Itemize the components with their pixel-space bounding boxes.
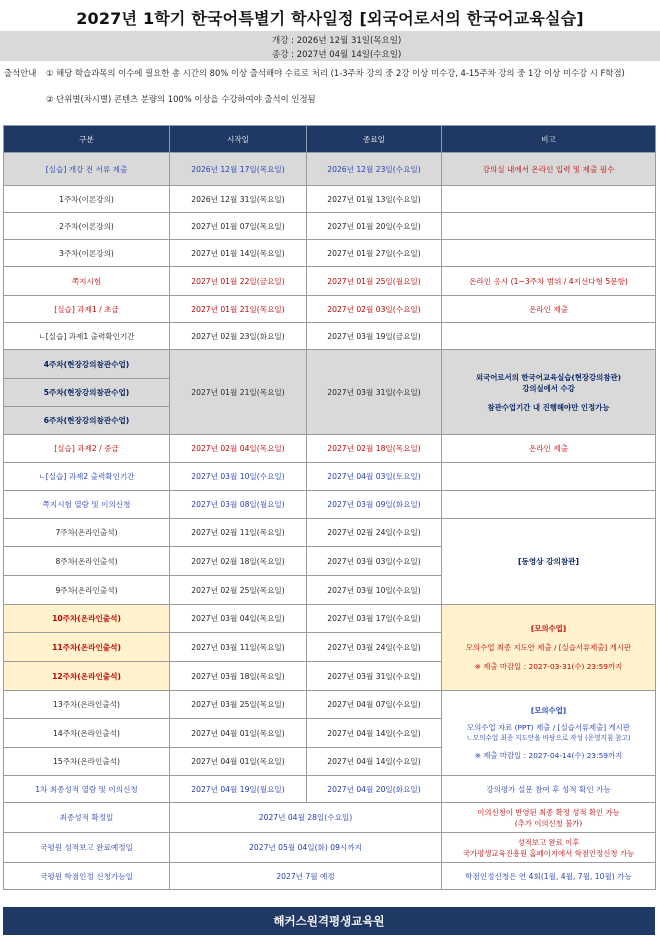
- row-note: 학점인정신청은 연 4회(1월, 4월, 7월, 10월) 가능: [442, 863, 656, 890]
- row-label: 쪽지시험: [4, 267, 170, 296]
- note-line: 이의신청이 반영된 최종 확정 성적 확인 가능: [477, 807, 620, 817]
- row-label: 국평원 성적보고 완료예정일: [4, 833, 170, 863]
- table-row: [4, 833, 656, 863]
- row-label: 14주차(온라인출석): [4, 719, 170, 748]
- row-label: 2주차(이론강의): [4, 213, 170, 240]
- note-line: 국가평생교육진흥원 홈페이지에서 학점인정신청 가능: [462, 848, 635, 858]
- row-label: 15주차(온라인출석): [4, 748, 170, 776]
- row-label: ㄴ[실습] 과제1 출력확인기간: [4, 323, 170, 350]
- row-end: 2027년 03월 10일(수요일): [307, 576, 442, 605]
- row-date-span: 2027년 7월 예정: [170, 863, 442, 890]
- header-end: 종료일: [307, 126, 442, 153]
- row-end: 2027년 03월 19일(금요일): [307, 323, 442, 350]
- row-date-span: 2027년 04월 28일(수요일): [170, 803, 442, 833]
- table-row: [4, 296, 656, 323]
- notice-label: 출석안내: [4, 68, 37, 78]
- row-label: 12주차(온라인출석): [4, 662, 170, 691]
- header-start: 시작일: [170, 126, 307, 153]
- row-end: 2027년 01월 25일(월요일): [307, 267, 442, 296]
- row-start: 2027년 03월 08일(월요일): [170, 491, 307, 519]
- row-label: 1주차(이론강의): [4, 186, 170, 213]
- notice-line-1: ① 해당 학습과목의 이수에 필요한 총 시간의 80% 이상 출석해야 수료로 처리 (1-3주차 강의 중 2강 이상 미수강, 4-15주차 강의 중 1강 이상 미수강 시 F학점): [46, 68, 625, 78]
- row-note: [442, 323, 656, 350]
- footer-banner: 해커스원격평생교육원: [3, 907, 655, 935]
- row-end: 2027년 03월 31일(수요일): [307, 350, 442, 435]
- close-date: 종강 : 2027년 04월 14일(수요일): [272, 50, 402, 60]
- row-note: [442, 491, 656, 519]
- row-start: 2027년 03월 10일(수요일): [170, 463, 307, 491]
- row-start: 2027년 02월 18일(목요일): [170, 547, 307, 576]
- row-label: 11주차(온라인출석): [4, 633, 170, 662]
- table-row: [4, 463, 656, 491]
- row-label: 3주차(이론강의): [4, 240, 170, 267]
- row-start: 2027년 02월 11일(목요일): [170, 519, 307, 547]
- row-label: 4주차(현장강의참관수업): [4, 350, 170, 379]
- table-row: [4, 691, 656, 719]
- row-note: [442, 186, 656, 213]
- note-line: [모의수업]: [530, 706, 567, 715]
- row-end: 2027년 02월 03일(수요일): [307, 296, 442, 323]
- note-line: 외국어로서의 한국어교육실습(현장강의참관): [476, 372, 621, 382]
- row-start: 2027년 01월 07일(목요일): [170, 213, 307, 240]
- semester-dates: [0, 31, 660, 61]
- note-line: 강의실에서 수강: [522, 383, 575, 393]
- row-end: 2027년 04월 14일(수요일): [307, 719, 442, 748]
- row-end: 2027년 03월 24일(수요일): [307, 633, 442, 662]
- row-start: 2027년 02월 23일(화요일): [170, 323, 307, 350]
- row-note: 강의실 내에서 온라인 입력 및 제출 필수: [442, 153, 656, 186]
- row-note: [442, 463, 656, 491]
- row-end: 2027년 03월 09일(화요일): [307, 491, 442, 519]
- table-row: [4, 240, 656, 267]
- row-label: [실습] 개강 전 서류 제출: [4, 153, 170, 186]
- note-line: ㄴ모의수업 최종 지도안을 바탕으로 작성 (운영지침 참고): [466, 734, 631, 742]
- row-start: 2026년 12월 17일(목요일): [170, 153, 307, 186]
- row-start: 2027년 03월 11일(목요일): [170, 633, 307, 662]
- row-label: 8주차(온라인출석): [4, 547, 170, 576]
- row-note: [442, 803, 656, 833]
- row-label: 9주차(온라인출석): [4, 576, 170, 605]
- row-label: [실습] 과제2 / 중급: [4, 435, 170, 463]
- row-note: [442, 213, 656, 240]
- row-note: [442, 691, 656, 776]
- note-line: (추가 이의신청 불가): [514, 818, 583, 828]
- note-line: 성적보고 완료 이후: [517, 837, 580, 847]
- row-end: 2027년 01월 20일(수요일): [307, 213, 442, 240]
- table-row: [4, 435, 656, 463]
- note-line: 참관수업기간 내 진행해야만 인정가능: [487, 402, 610, 412]
- note-line: [모의수업]: [530, 624, 567, 633]
- row-end: 2027년 04월 14일(수요일): [307, 748, 442, 776]
- row-note: [동영상 강의참관]: [442, 519, 656, 605]
- row-label: 5주차(현장강의참관수업): [4, 379, 170, 407]
- row-note: 온라인 제출: [442, 435, 656, 463]
- notice-line-2: ② 단위별(차시별) 콘텐츠 분량의 100% 이상을 수강하여야 출석이 인정됨: [46, 94, 316, 104]
- row-start: 2027년 01월 14일(목요일): [170, 240, 307, 267]
- row-start: 2027년 04월 01일(목요일): [170, 748, 307, 776]
- row-start: 2027년 02월 04일(목요일): [170, 435, 307, 463]
- row-end: 2027년 04월 03일(토요일): [307, 463, 442, 491]
- row-end: 2027년 04월 07일(수요일): [307, 691, 442, 719]
- row-end: 2027년 03월 17일(수요일): [307, 605, 442, 633]
- row-start: 2027년 01월 21일(목요일): [170, 296, 307, 323]
- row-label: 10주차(온라인출석): [4, 605, 170, 633]
- row-date-span: 2027년 05월 04일(화) 09시까지: [170, 833, 442, 863]
- row-note: 온라인 제출: [442, 296, 656, 323]
- row-label: [실습] 과제1 / 초급: [4, 296, 170, 323]
- row-start: 2027년 03월 25일(목요일): [170, 691, 307, 719]
- row-note: [442, 350, 656, 435]
- note-line: ※ 제출 마감일 : 2027-04-14(수) 23:59까지: [474, 751, 623, 760]
- row-start: 2027년 03월 04일(목요일): [170, 605, 307, 633]
- table-row: [4, 491, 656, 519]
- row-label: 6주차(현장강의참관수업): [4, 407, 170, 435]
- row-end: 2027년 02월 24일(수요일): [307, 519, 442, 547]
- row-label: ㄴ[실습] 과제2 출력확인기간: [4, 463, 170, 491]
- row-label: 7주차(온라인출석): [4, 519, 170, 547]
- row-note: [442, 833, 656, 863]
- row-note: 강의평가 설문 참여 후 성적 확인 가능: [442, 776, 656, 803]
- header-note: 비고: [442, 126, 656, 153]
- row-end: 2027년 03월 31일(수요일): [307, 662, 442, 691]
- row-end: 2026년 12월 23일(수요일): [307, 153, 442, 186]
- row-end: 2027년 01월 27일(수요일): [307, 240, 442, 267]
- row-label: 1차 최종성적 열람 및 이의신청: [4, 776, 170, 803]
- table-row: [4, 153, 656, 186]
- note-line: ※ 제출 마감일 : 2027-03-31(수) 23:59까지: [474, 662, 623, 671]
- table-header-row: [4, 126, 656, 153]
- table-row: [4, 213, 656, 240]
- row-label: 쪽지시험 열람 및 이의신청: [4, 491, 170, 519]
- schedule-table: [3, 125, 656, 890]
- row-start: 2027년 04월 19일(월요일): [170, 776, 307, 803]
- row-end: 2027년 01월 13일(수요일): [307, 186, 442, 213]
- row-start: 2027년 02월 25일(목요일): [170, 576, 307, 605]
- row-end: 2027년 03월 03일(수요일): [307, 547, 442, 576]
- row-start: 2027년 04월 01일(목요일): [170, 719, 307, 748]
- table-row: [4, 863, 656, 890]
- row-end: 2027년 04월 20일(화요일): [307, 776, 442, 803]
- table-row: [4, 519, 656, 547]
- table-row: [4, 323, 656, 350]
- row-label: 국평원 학점인정 신청가능일: [4, 863, 170, 890]
- row-end: 2027년 02월 18일(목요일): [307, 435, 442, 463]
- note-line: 모의수업 자료 (PPT) 제출 / [실습서류제출] 게시판: [467, 723, 630, 732]
- table-row: [4, 803, 656, 833]
- row-note: [442, 605, 656, 691]
- table-row: [4, 267, 656, 296]
- row-start: 2027년 03월 18일(목요일): [170, 662, 307, 691]
- header-category: 구분: [4, 126, 170, 153]
- open-date: 개강 : 2026년 12월 31일(목요일): [272, 36, 402, 46]
- note-line: 모의수업 최종 지도안 제출 / [실습서류제출] 게시판: [465, 643, 632, 652]
- table-row: [4, 605, 656, 633]
- row-note: [442, 240, 656, 267]
- row-start: 2027년 01월 22일(금요일): [170, 267, 307, 296]
- row-start: 2027년 01월 21일(목요일): [170, 350, 307, 435]
- row-start: 2026년 12월 31일(목요일): [170, 186, 307, 213]
- row-label: 최종성적 확정일: [4, 803, 170, 833]
- table-row: [4, 350, 656, 379]
- table-row: [4, 776, 656, 803]
- row-note: 온라인 응시 (1~3주차 범위 / 4지선다형 5문항): [442, 267, 656, 296]
- row-label: 13주차(온라인출석): [4, 691, 170, 719]
- table-row: [4, 186, 656, 213]
- page-title: 2027년 1학기 한국어특별기 학사일정 [외국어로서의 한국어교육실습]: [76, 9, 584, 28]
